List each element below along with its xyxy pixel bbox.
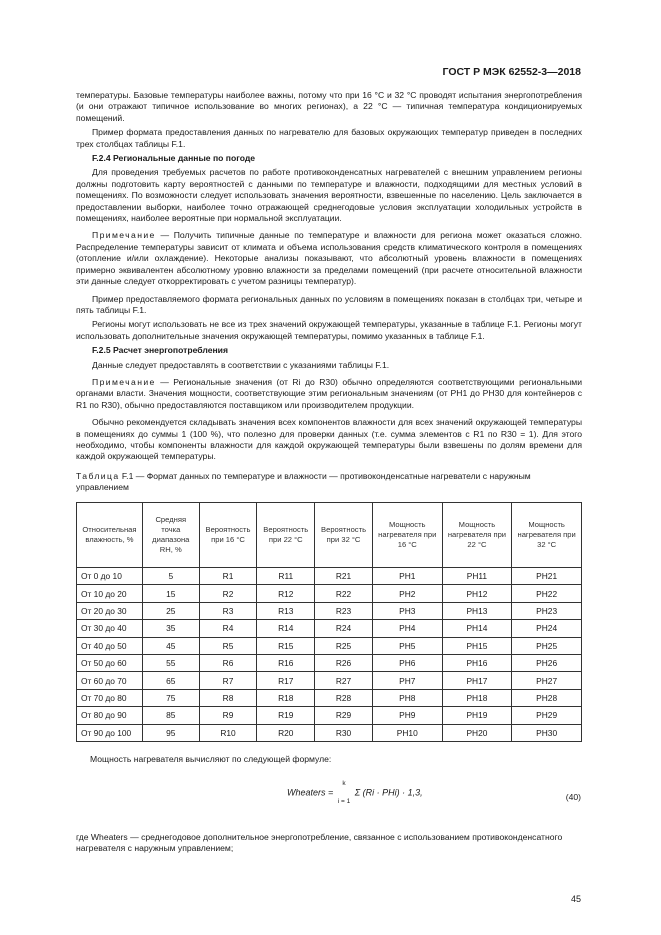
paragraph: температуры. Базовые температуры наиболее важны, потому что при 16 °С и 32 °С проводят испытания энергопотребления (и они отражают типичное использование во многих регионах), а 22 °С — типичная температура кондиционируемых помещений. [76,90,582,123]
table-cell: PH25 [512,637,582,654]
table-cell: R10 [199,724,257,741]
section-heading: F.2.4 Региональные данные по погоде [92,153,256,164]
column-header: Относительная влажность, % [77,503,143,568]
paragraph: Для проведения требуемых расчетов по работе противоконденсатных нагревателей с внешним управлением регионы должны подготовить карту вероятностей с данными по температуре и влажности, подходящими для местных условий в помещениях. По возможности следует использовать значения вероятности, взвешенные по населению. Цель заключается в предоставлении выборки, наиболее точно отражающей среднегодовые условия эксплуатации холодильных устройств в помещениях, наиболее вероятные при нормальной эксплуатации. [76,167,582,224]
table-cell: PH8 [372,689,442,706]
table-cell: 85 [142,707,199,724]
table-row [77,585,582,602]
table-cell: PH22 [512,585,582,602]
table-cell: PH10 [372,724,442,741]
table-cell: 45 [142,637,199,654]
table-cell: 65 [142,672,199,689]
table-cell: 35 [142,620,199,637]
note-label: Примечание [92,230,156,241]
table-cell: R9 [199,707,257,724]
table-cell: R15 [257,637,315,654]
table-caption-label: Таблица [76,471,120,481]
table-cell: PH16 [442,654,512,671]
note-label: Примечание [92,376,156,387]
table-cell: R1 [199,568,257,585]
table-body [77,568,582,742]
table-cell: PH26 [512,654,582,671]
table-cell: R5 [199,637,257,654]
table-row [77,707,582,724]
paragraph: Пример формата предоставления данных по нагревателю для базовых окружающих температур приведен в последних трех столбцах таблицы F.1. [76,127,582,149]
table-cell: R4 [199,620,257,637]
page-number: 45 [570,894,581,904]
note-text: — Региональные значения (от Ri до R30) обычно определяются соответствующими региональными органами власти. Значения мощности, соответствующие этим региональным значениям (от PH1 до PH30 для контейнеров с R1 по R30), обычно предоставляются поставщиком или производителем продукции. [76,376,582,410]
table-cell: PH3 [372,602,442,619]
where-clause: где Wheaters — среднегодовое дополнительное энергопотребление, связанное с использованием противоконденсатного нагревателя с наружным управлением; [76,832,563,854]
table-caption [76,471,582,494]
table-cell: R21 [315,568,373,585]
table-row [77,620,582,637]
table-cell: 5 [142,568,199,585]
table-cell: R3 [199,602,257,619]
table-cell: R27 [315,672,373,689]
formula-body: Σ (Ri · PHi) · 1,3, [354,787,423,798]
table-cell: 75 [142,689,199,706]
column-header: Мощность нагревателя при 16 °С [372,503,442,568]
table-cell: 15 [142,585,199,602]
formula-intro: Мощность нагревателя вычисляют по следующей формуле: [90,754,332,764]
table-cell: PH13 [442,602,512,619]
table-cell: R28 [315,689,373,706]
table-cell: R17 [257,672,315,689]
table-cell: R22 [315,585,373,602]
table-cell: PH15 [442,637,512,654]
table-cell: PH9 [372,707,442,724]
table-cell: R6 [199,654,257,671]
paragraph: Регионы могут использовать не все из трех значений окружающей температуры, указанные в таблице F.1. Регионы могут использовать дополнительные значения окружающей температуры, помимо указанных в таблице F.1. [76,319,582,341]
table-cell: От 90 до 100 [77,724,143,741]
table-cell: R23 [315,602,373,619]
table-cell: От 10 до 20 [77,585,143,602]
table-cell: От 30 до 40 [77,620,143,637]
table-cell: R16 [257,654,315,671]
table-cell: От 0 до 10 [77,568,143,585]
table-cell: R26 [315,654,373,671]
table-cell: PH28 [512,689,582,706]
table-cell: R14 [257,620,315,637]
table-cell: PH12 [442,585,512,602]
table-row [77,568,582,585]
table-cell: 55 [142,654,199,671]
table-cell: От 70 до 80 [77,689,143,706]
document-header: ГОСТ Р МЭК 62552-3—2018 [442,66,581,78]
table-header-row [77,503,582,568]
table-cell: PH2 [372,585,442,602]
table-cell: От 20 до 30 [77,602,143,619]
table-cell: PH20 [442,724,512,741]
table-cell: От 50 до 60 [77,654,143,671]
column-header: Вероятность при 16 °С [199,503,257,568]
table-row [77,724,582,741]
table-cell: PH18 [442,689,512,706]
sum-sign-space [338,788,350,798]
table-row [77,672,582,689]
formula-lhs: Wheaters = [287,787,334,798]
table-cell: PH27 [512,672,582,689]
table-cell: R25 [315,637,373,654]
equation-number: (40) [565,792,581,802]
table-row [77,654,582,671]
body-text [76,90,582,466]
paragraph: Обычно рекомендуется складывать значения всех компонентов влажности для всех значений окружающей температуры в помещениях до суммы 1 (100 %), что полезно для проверки данных (т.е. сумма элементов с R1 по R30 = 1). Для этого необходимо, чтобы компоненты влажности для каждой окружающей температуры были взвешены по долям времени для каждой окружающей температуры. [76,417,582,462]
column-header: Вероятность при 22 °С [257,503,315,568]
table-cell: PH4 [372,620,442,637]
table-cell: R30 [315,724,373,741]
table-cell: PH19 [442,707,512,724]
table-row [77,637,582,654]
table-cell: R8 [199,689,257,706]
table-cell: От 80 до 90 [77,707,143,724]
table-cell: PH23 [512,602,582,619]
table-cell: R24 [315,620,373,637]
table-cell: PH17 [442,672,512,689]
table-cell: R12 [257,585,315,602]
table-cell: R7 [199,672,257,689]
table-cell: R19 [257,707,315,724]
table-cell: PH11 [442,568,512,585]
table-caption-text: F.1 — Формат данных по температуре и влажности — противоконденсатные нагреватели с наружным управлением [76,471,531,493]
table-cell: R29 [315,707,373,724]
table-cell: PH24 [512,620,582,637]
table-cell: PH14 [442,620,512,637]
table-cell: 25 [142,602,199,619]
table-cell: PH29 [512,707,582,724]
note [76,230,582,287]
table-row [77,689,582,706]
table-cell: От 60 до 70 [77,672,143,689]
sum-lower: i = 1 [337,798,351,805]
formula [287,780,423,806]
table-row [77,602,582,619]
data-table [76,502,582,742]
table-cell: R2 [199,585,257,602]
table-cell: R11 [257,568,315,585]
note-text: — Получить типичные данные по температуре и влажности для региона может оказаться сложно. Распределение температуры зависит от климата и объема использования средств климатического контроля в помещениях (отопление и/или охлаждение). Некоторые анализы показывают, что абсолютный уровень влажности в помещениях примерно эквивалентен абсолютному уровню влажности за пределами помещений (при расчете относительной влажности эти данные следует откорректировать с учетом разницы температур). [76,230,582,287]
column-header: Мощность нагревателя при 22 °С [442,503,512,568]
table-cell: R18 [257,689,315,706]
column-header: Средняя точка диапазона RH, % [142,503,199,568]
table-cell: От 40 до 50 [77,637,143,654]
column-header: Мощность нагревателя при 32 °С [512,503,582,568]
table-cell: PH1 [372,568,442,585]
sum-upper: k [342,780,346,787]
table-cell: PH21 [512,568,582,585]
paragraph: Данные следует предоставлять в соответствии с указаниями таблицы F.1. [92,359,390,370]
table-cell: PH5 [372,637,442,654]
paragraph: Пример предоставляемого формата региональных данных по условиям в помещениях показан в столбцах три, четыре и пять таблицы F.1. [76,293,582,315]
note [76,377,582,411]
table-cell: 95 [142,724,199,741]
table-cell: R20 [257,724,315,741]
table-cell: PH7 [372,672,442,689]
section-heading: F.2.5 Расчет энергопотребления [92,345,228,356]
table-cell: R13 [257,602,315,619]
column-header: Вероятность при 32 °С [315,503,373,568]
table-cell: PH30 [512,724,582,741]
sum-limits [338,780,350,806]
table-cell: PH6 [372,654,442,671]
